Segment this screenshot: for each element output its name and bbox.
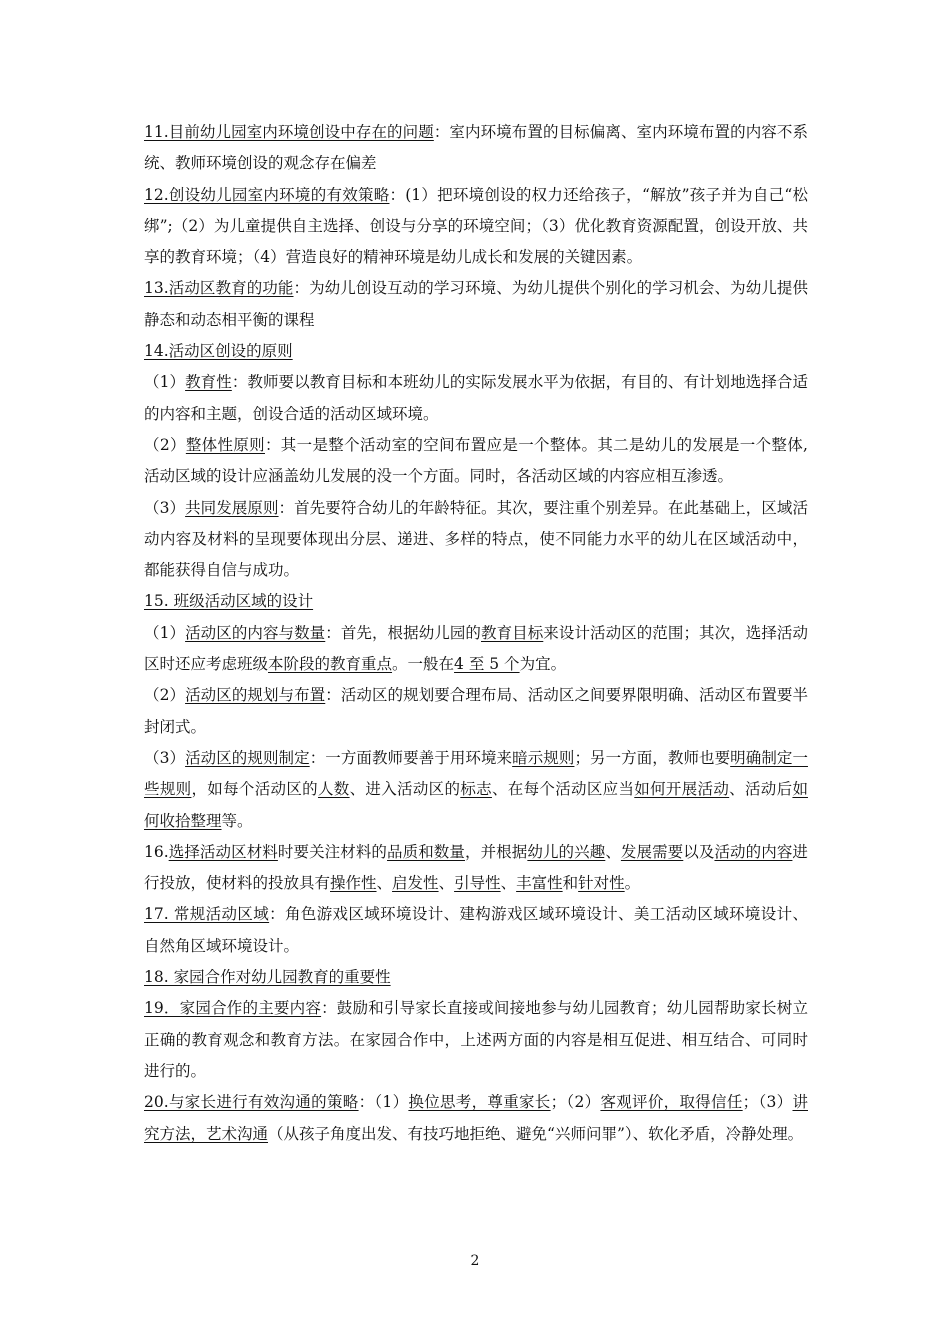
text-run: 、 xyxy=(605,842,621,861)
text-run: ：（1） xyxy=(358,1093,409,1112)
text-run: 、 xyxy=(500,874,517,893)
underlined-term: 人数 xyxy=(317,780,350,799)
text-run: ，并根据 xyxy=(464,842,528,861)
underlined-term: 活动区的内容与数量 xyxy=(185,623,326,642)
text-run: 等。 xyxy=(221,811,253,830)
note-item xyxy=(144,367,808,430)
note-item xyxy=(144,618,808,681)
underlined-term: 换位思考，尊重家长 xyxy=(408,1093,551,1112)
underlined-term: 丰富性 xyxy=(516,874,563,893)
note-item xyxy=(144,117,808,180)
page-number: 2 xyxy=(470,1253,480,1269)
underlined-term: 11.目前幼儿园室内环境创设中存在的问题 xyxy=(144,123,434,141)
text-run: （3） xyxy=(144,498,186,517)
note-item xyxy=(144,273,808,336)
underlined-term: 本阶段的教育重点 xyxy=(268,655,393,674)
underlined-term: 启发性 xyxy=(392,874,439,893)
text-run: ：一方面教师要善于用环境来 xyxy=(309,748,513,767)
text-run: 16. xyxy=(144,842,169,861)
text-run: ：(1）把环境创设的权力还给孩子，“解放”孩子并为自己“松绑”;（2）为儿童提供自主选择、创设与分享的环境空间；（3）优化教育资源配置，创设开放、共享的教育环境；（4）营造良好的精神环境是幼儿成长和发展的关键因素。 xyxy=(144,185,809,267)
underlined-term: 18. 家园合作对幼儿园教育的重要性 xyxy=(144,968,391,987)
note-item xyxy=(144,962,808,993)
underlined-term: 13.活动区教育的功能 xyxy=(144,279,294,298)
text-run: 来设计活动区的范围；其次，选择活动区时还应考虑班级 xyxy=(144,623,808,674)
text-run: 、 xyxy=(438,874,455,893)
underlined-term: 15. 班级活动区域的设计 xyxy=(144,592,314,611)
underlined-term: 12.创设幼儿园室内环境的有效策略 xyxy=(144,185,390,204)
underlined-term: 针对性 xyxy=(578,874,625,893)
document-body xyxy=(144,117,808,1150)
text-run: ：首先，根据幼儿园的 xyxy=(325,623,481,642)
text-run: （从孩子角度出发、有技巧地拒绝、避免“兴师问罪”）、软化矛盾，冷静处理。 xyxy=(268,1124,804,1143)
note-item xyxy=(144,993,808,1087)
underlined-term: 活动区的规划与布置 xyxy=(185,686,326,705)
note-item xyxy=(144,837,808,900)
underlined-term: 幼儿的兴趣 xyxy=(527,842,606,861)
note-item xyxy=(144,430,808,493)
text-run: 、 xyxy=(376,874,393,893)
note-item xyxy=(144,336,808,367)
underlined-term: 活动的内容 xyxy=(714,842,793,861)
underlined-term: 选择活动区材料 xyxy=(168,842,278,861)
note-item xyxy=(144,680,808,743)
text-run: 以及 xyxy=(683,842,715,861)
underlined-term: 品质和数量 xyxy=(387,842,465,861)
note-item xyxy=(144,180,808,274)
text-run: （3） xyxy=(144,748,186,767)
underlined-term: 4 至 5 个 xyxy=(454,655,520,674)
underlined-term: 教育目标 xyxy=(481,623,544,642)
underlined-term: 发展需要 xyxy=(620,842,684,861)
underlined-term: 讲究方法，艺术沟通 xyxy=(144,1093,808,1143)
underlined-term: 14.活动区创设的原则 xyxy=(144,342,293,361)
text-run: 。 xyxy=(624,874,641,893)
text-run: ；（2） xyxy=(550,1093,601,1112)
text-run: ：角色游戏区域环境设计、建构游戏区域环境设计、美工活动区域环境设计、自然角区域环境设计。 xyxy=(144,905,808,955)
text-run: 、进入活动区的 xyxy=(349,780,461,799)
underlined-term: 共同发展原则 xyxy=(185,498,279,517)
underlined-term: 引导性 xyxy=(454,874,501,893)
text-run: 和 xyxy=(562,874,579,893)
text-run: 、在每个活动区应当 xyxy=(491,780,635,799)
note-item xyxy=(144,1087,808,1150)
note-item xyxy=(144,899,808,962)
text-run: ；（3） xyxy=(742,1093,793,1112)
underlined-term: 如何开展活动 xyxy=(634,780,730,799)
underlined-term: 暗示规则 xyxy=(512,748,575,767)
underlined-term: 明确制定一些规则 xyxy=(144,748,808,799)
underlined-term: 客观评价，取得信任 xyxy=(600,1093,743,1112)
text-run: ：室内环境布置的目标偏离、室内环境布置的内容不系统、教师环境创设的观念存在偏差 xyxy=(144,123,808,173)
underlined-term: 活动区的规则制定 xyxy=(185,748,310,767)
text-run: （1） xyxy=(144,623,186,642)
text-run: ：活动区的规划要合理布局、活动区之间要界限明确、活动区布置要半封闭式。 xyxy=(144,686,808,736)
text-run: （2） xyxy=(144,686,186,705)
text-run: ：鼓励和引导家长直接或间接地参与幼儿园教育；幼儿园帮助家长树立正确的教育观念和教育方法。在家园合作中，上述两方面的内容是相互促进、相互结合、可同时进行的。 xyxy=(144,999,808,1080)
text-run: ：教师要以教育目标和本班幼儿的实际发展水平为依据，有目的、有计划地选择合适的内容和主题，创设合适的活动区域环境。 xyxy=(144,373,808,423)
note-item xyxy=(144,743,808,837)
text-run: 为宜。 xyxy=(519,655,567,674)
text-run: ，如每个活动区的 xyxy=(191,780,318,799)
underlined-term: 如何收拾整理 xyxy=(144,780,808,830)
text-run: ：首先要符合幼儿的年龄特征。其次，要注重个别差异。在此基础上，区域活动内容及材料的呈现要体现出分层、递进、多样的特点，使不同能力水平的幼儿在区域活动中，都能获得自信与成功。 xyxy=(144,498,808,580)
text-run: ：为幼儿创设互动的学习环境、为幼儿提供个别化的学习机会、为幼儿提供静态和动态相平衡的课程 xyxy=(144,279,808,329)
text-run: （1） xyxy=(144,373,186,392)
text-run: 时要关注材料的 xyxy=(277,842,388,861)
text-run: ：其一是整个活动室的空间布置应是一个整体。其二是幼儿的发展是一个整体,活动区域的设计应涵盖幼儿发展的没一个方面。同时，各活动区域的内容应相互渗透。 xyxy=(144,435,808,486)
underlined-term: 17. 常规活动区域 xyxy=(144,905,270,924)
underlined-term: 20.与家长进行有效沟通的策略 xyxy=(144,1093,359,1112)
underlined-term: 操作性 xyxy=(330,874,377,893)
text-run: 、活动后 xyxy=(729,780,793,799)
text-run: （2） xyxy=(144,435,186,454)
underlined-term: 标志 xyxy=(460,780,492,799)
text-run: 。一般在 xyxy=(392,655,455,674)
text-run: ；另一方面，教师也要 xyxy=(574,748,731,767)
underlined-term: 整体性原则 xyxy=(185,435,265,454)
text-run: 进行投放，使材料的投放具有 xyxy=(144,842,808,893)
underlined-term: 教育性 xyxy=(185,373,232,392)
underlined-term: 19．家园合作的主要内容 xyxy=(144,999,322,1018)
note-item xyxy=(144,493,808,587)
note-item xyxy=(144,586,808,617)
